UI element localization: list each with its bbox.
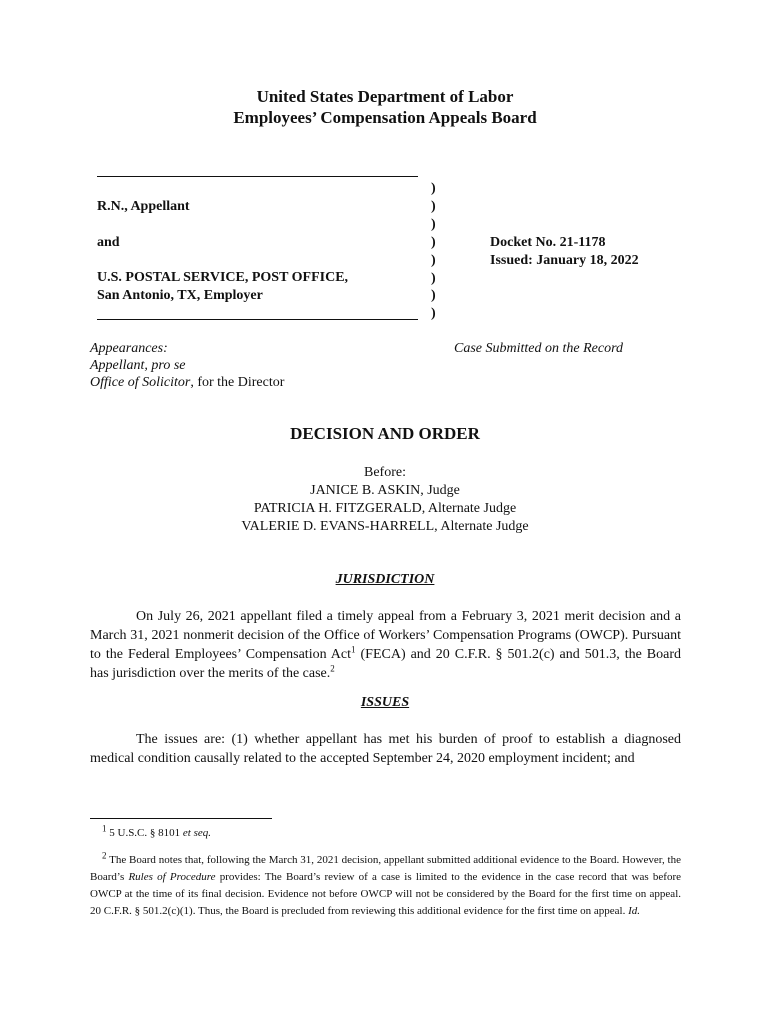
- paren: ): [431, 288, 436, 304]
- caption-bottom-rule: [97, 319, 418, 320]
- footnote-2-rules: Rules of Procedure: [128, 871, 216, 883]
- caption-paren-column: [431, 180, 451, 323]
- caption-top-rule: [97, 176, 418, 177]
- judge-2: PATRICIA H. FITZGERALD, Alternate Judge: [253, 501, 517, 516]
- footnote-2-text-a: The Board notes that, following the March 31, 2021 decision, appellant submitted additional evidence to the Board. However, the Board’s: [90, 854, 681, 883]
- agency-title: United States Department of Labor: [256, 87, 514, 106]
- footnote-2-id: Id.: [628, 905, 641, 917]
- footnote-2: [90, 852, 681, 920]
- case-submitted-note: Case Submitted on the Record: [454, 341, 624, 356]
- issues-paragraph: The issues are: (1) whether appellant has met his burden of proof to establish a diagnosed medical condition causally related to the accepted September 24, 2020 employment incident; and: [90, 732, 681, 766]
- paren: ): [431, 198, 436, 214]
- paren: ): [431, 252, 436, 268]
- paren: ): [431, 181, 436, 196]
- footnote-2-text-b: provides: The Board’s review of a case is limited to the evidence in the case record that was before OWCP at the time of its final decision. Evidence not before OWCP will not be considered by the Board for the first time on appeal. 20 C.F.R. § 501.2(c)(1). Thus, the Board is precluded from reviewing this additional evidence for the first time on appeal.: [90, 871, 681, 917]
- employer-line1: U.S. POSTAL SERVICE, POST OFFICE,: [97, 270, 349, 285]
- footnote-1: [90, 825, 681, 842]
- employer-line2: San Antonio, TX, Employer: [97, 288, 263, 303]
- footnote-2-number: 2: [102, 850, 107, 861]
- paren: ): [431, 306, 436, 322]
- jurisdiction-paragraph: [90, 607, 681, 683]
- jurisdiction-text-a: On July 26, 2021 appellant filed a timely appeal from a February 3, 2021 merit decision and a March 31, 2021 nonmerit decision of the Office of Workers’ Compensation Programs (OWCP). Pursuant to the Federal Employees’ Compensation Act: [90, 609, 681, 662]
- appearance-solicitor: [90, 374, 284, 392]
- footnote-1-text: 5 U.S.C. § 8101: [106, 827, 183, 839]
- footnote-ref-1[interactable]: 1: [351, 644, 356, 655]
- appearance-appellant: Appellant, pro se: [90, 358, 186, 373]
- footnote-separator: [90, 818, 272, 819]
- footnote-ref-2[interactable]: 2: [330, 663, 335, 674]
- docket-number: Docket No. 21-1178: [490, 235, 606, 250]
- before-label: Before:: [364, 465, 406, 480]
- appearances-label: Appearances:: [90, 341, 168, 356]
- paren: ): [431, 216, 436, 232]
- footnote-1-number: 1: [102, 823, 107, 834]
- caption-and: and: [97, 235, 120, 250]
- solicitor-office: Office of Solicitor: [90, 375, 191, 390]
- issued-date: Issued: January 18, 2022: [490, 253, 639, 268]
- jurisdiction-text-b: (FECA) and 20 C.F.R. § 501.2(c) and 501.3, the Board has jurisdiction over the merits of the case.: [90, 647, 682, 681]
- board-title: Employees’ Compensation Appeals Board: [233, 108, 537, 127]
- paren: ): [431, 270, 436, 286]
- solicitor-role: , for the Director: [190, 375, 285, 390]
- paren: ): [431, 234, 436, 250]
- judge-1: JANICE B. ASKIN, Judge: [310, 483, 460, 498]
- judge-3: VALERIE D. EVANS-HARRELL, Alternate Judge: [241, 519, 529, 534]
- footnote-1-etseq: et seq.: [182, 827, 212, 839]
- jurisdiction-heading: JURISDICTION: [335, 572, 435, 587]
- issues-heading: ISSUES: [360, 695, 410, 710]
- appellant-name: R.N., Appellant: [97, 199, 190, 214]
- decision-title: DECISION AND ORDER: [290, 424, 480, 443]
